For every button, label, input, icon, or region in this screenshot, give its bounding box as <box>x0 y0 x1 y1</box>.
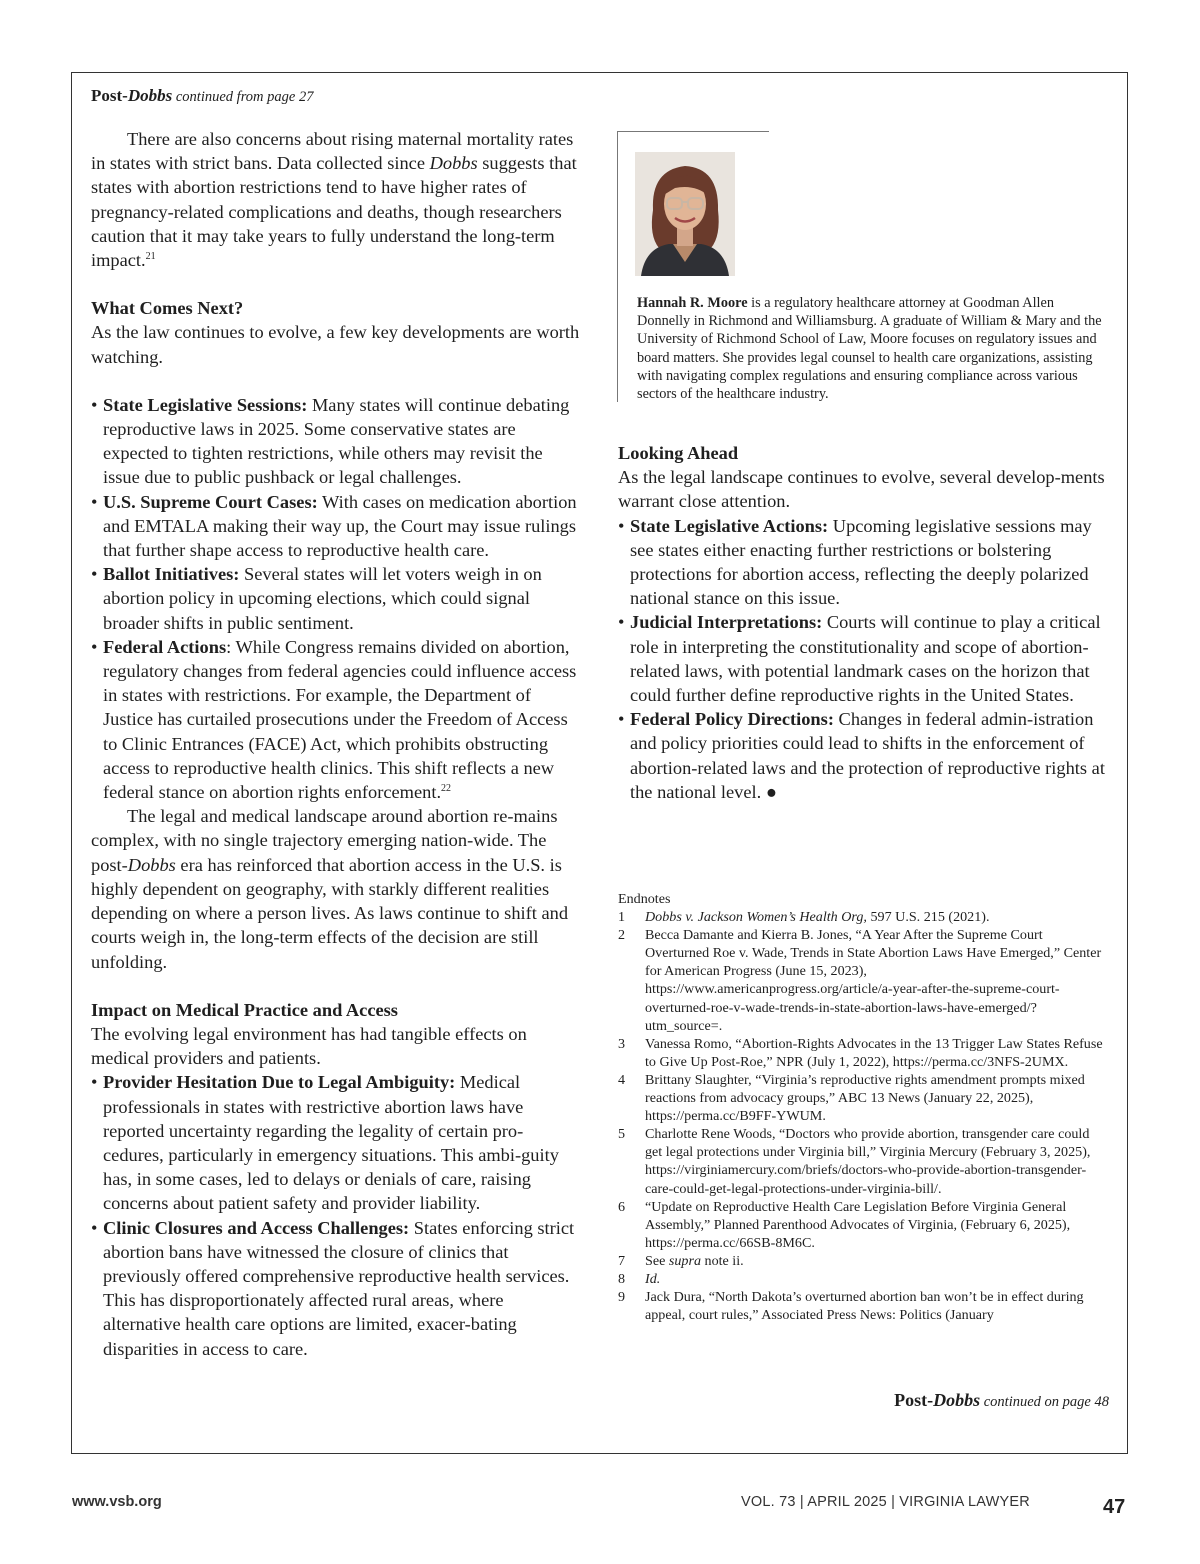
endnote-item: 8 Id. <box>618 1270 661 1287</box>
continued-from-note: Post-Dobbs continued from page 27 <box>91 86 314 105</box>
paragraph-maternal-mortality: There are also concerns about rising maternal mortality rates in states with strict bans. Data collected since Dobbs suggests that states with abortion restrictions tend to have higher rates of pregnancy-related complications and deaths, though researchers caution that it may take years to fully understand the long-term impact.$^{21}$ <box>91 129 577 271</box>
endnotes <box>618 890 1110 1324</box>
bullet-list-impact <box>91 1070 583 1360</box>
list-item: • State Legislative Actions: Upcoming legislative sessions may see states either enacting further restrictions or bolstering protections for abortion access, reflecting the deeply polarized national stance on this issue. <box>618 514 1113 611</box>
endnote-item: 4 Brittany Slaughter, “Virginia’s reproductive rights amendment prompts mixed reactions from advocacy groups,” ABC 13 News (January 22, 2025), https://perma.cc/B9FF-YWUM. <box>618 1071 1085 1125</box>
endnote-item: 1 Dobbs v. Jackson Women’s Health Org, 597 U.S. 215 (2021). <box>618 909 990 926</box>
continued-on-note: Post-Dobbs continued on page 48 <box>894 1390 1109 1410</box>
list-item: • Judicial Interpretations: Courts will continue to play a critical role in interpreting the constitutionality and scope of abortion-related laws, with potential landmark cases on the horizon that could further define reproductive rights in the United States. <box>618 610 1113 707</box>
paragraph-looking-ahead: As the legal landscape continues to evolve, several develop-ments warrant close attention. <box>618 467 1105 512</box>
footer-issue: VOL. 73 | APRIL 2025 | VIRGINIA LAWYER <box>741 1494 1030 1510</box>
right-column <box>618 441 1113 804</box>
heading-impact-medical-practice: Impact on Medical Practice and Access <box>91 999 398 1020</box>
bullet-list-looking-ahead <box>618 514 1113 804</box>
endnotes-heading: Endnotes <box>618 891 671 907</box>
endnote-item: 3 Vanessa Romo, “Abortion-Rights Advocates in the 13 Trigger Law States Refuse to Give Up Post-Roe,” NPR (July 1, 2022), https://perma.cc/3NFS-2UMX. <box>618 1035 1103 1070</box>
endnote-item: 9 Jack Dura, “North Dakota’s overturned abortion ban won’t be in effect during appeal, court rules,” Associated Press News: Politics (January <box>618 1289 1084 1324</box>
list-item: • Clinic Closures and Access Challenges: States enforcing strict abortion bans have witnessed the closure of clinics that previously offered comprehensive reproductive health services. This has disproportionately affected rural areas, where alternative health care options are limited, exacer-bating disparities in access to care. <box>91 1216 583 1361</box>
endnote-item: 7 See supra note ii. <box>618 1252 744 1269</box>
endnote-item: 2 Becca Damante and Kierra B. Jones, “A Year After the Supreme Court Overturned Roe v. Wade, Trends in State Abortion Laws Have Emerged,” Center for American Progress (June 15, 2023), https://www.americanprogress.org/article/a-year-after-the-supreme-court-overturned-roe-v-wade-trends-in-state-abortion-laws-have-emerged/?utm_source=. <box>618 927 1102 1034</box>
endnote-item: 5 Charlotte Rene Woods, “Doctors who provide abortion, transgender care could get legal protections under Virginia bill,” Virginia Mercury (February 3, 2025), https://virginiamercury.com/briefs/doctors-who-provide-abortion-transgender-care-could-get-legal-protections-under-virginia-bill/. <box>618 1126 1091 1197</box>
paragraph-developments: As the law continues to evolve, a few key developments are worth watching. <box>91 322 580 367</box>
author-photo <box>635 152 735 276</box>
author-bio: Hannah R. Moore is a regulatory healthcare attorney at Goodman Allen Donnelly in Richmond and Williamsburg. A graduate of William & Mary and the University of Richmond School of Law, Moore focuses on regulatory issues and board matters. She provides legal counsel to health care organizations, assisting with navigating complex regulations and ensuring compliance across various sectors of the healthcare industry. <box>637 295 1102 403</box>
list-item: • Provider Hesitation Due to Legal Ambiguity: Medical professionals in states with restrictive abortion laws have reported uncertainty regarding the legality of certain pro-cedures, particularly in emergency situations. This ambi-guity has, in some cases, led to delays or denials of care, raising concerns about patient safety and provider liability. <box>91 1070 583 1215</box>
page-number: 47 <box>1103 1496 1126 1518</box>
list-item: • Ballot Initiatives: Several states will let voters weigh in on abortion policy in upcoming elections, which could signal broader shifts in public sentiment. <box>91 562 583 635</box>
endnote-item: 6 “Update on Reproductive Health Care Legislation Before Virginia General Assembly,” Planned Parenthood Advocates of Virginia, (February 6, 2025), https://perma.cc/66SB-8M6C. <box>618 1198 1071 1251</box>
paragraph-legal-landscape: The legal and medical landscape around abortion re-mains complex, with no single trajectory emerging nation-wide. The post-Dobbs era has reinforced that abortion access in the U.S. is highly dependent on geography, with starkly different realities depending on where a person lives. As laws continue to shift and courts weigh in, the long-term effects of the decision are still unfolding. <box>91 806 569 972</box>
list-item: • Federal Policy Directions: Changes in federal admin-istration and policy priorities could lead to shifts in the enforcement of abortion-related laws and the protection of reproductive rights at the national level. ● <box>618 707 1113 804</box>
left-column <box>91 127 583 1361</box>
heading-looking-ahead: Looking Ahead <box>618 443 739 463</box>
list-item: • U.S. Supreme Court Cases: With cases on medication abortion and EMTALA making their way up, the Court may issue rulings that further shape access to reproductive health care. <box>91 490 583 563</box>
paragraph-impact: The evolving legal environment has had tangible effects on medical providers and patients. <box>91 1023 527 1069</box>
footer-website: www.vsb.org <box>72 1494 162 1510</box>
heading-what-comes-next: What Comes Next? <box>91 298 244 319</box>
list-item: • State Legislative Sessions: Many states will continue debating reproductive laws in 2025. Some conservative states are expected to tighten restrictions, while others may revisit the issue due to public pushback or legal challenges. <box>91 393 583 490</box>
bullet-list-developments <box>91 393 583 804</box>
list-item: • Federal Actions: While Congress remains divided on abortion, regulatory changes from federal agencies could influence access in states with restrictions. For example, the Department of Justice has curtailed prosecutions under the Freedom of Access to Clinic Entrances (FACE) Act, which prohibits obstructing access to reproductive health clinics. This shift reflects a new federal stance on abortion rights enforcement.$^{22}$ <box>91 635 583 804</box>
